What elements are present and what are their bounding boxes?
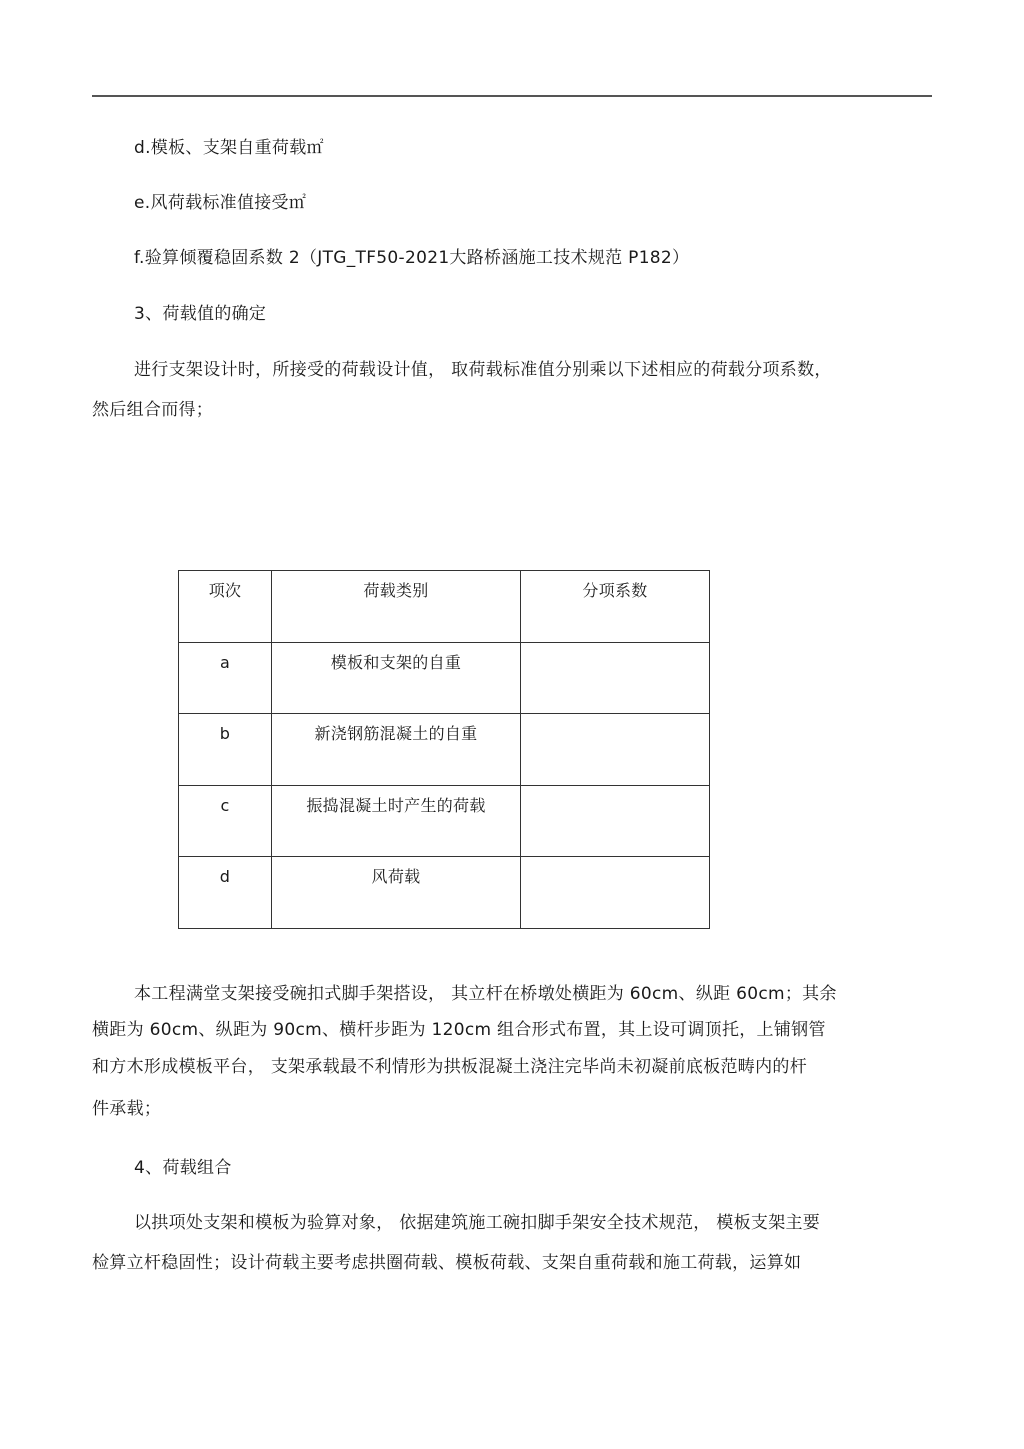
header-rule [92, 95, 932, 97]
item-d-line: d.模板、支架自重荷载㎡ [134, 138, 324, 158]
cell-factor [521, 785, 710, 857]
table-row [179, 714, 710, 786]
paragraph-2-line-4: 件承载； [92, 1099, 162, 1119]
table-header-row [179, 571, 710, 643]
table-row [179, 857, 710, 929]
cell-factor [521, 714, 710, 786]
paragraph-2-line-2: 横距为 60cm、纵距为 90cm、横杆步距为 120cm 组合形式布置，其上设可调顶托，上铺钢管 [92, 1020, 826, 1040]
paragraph-2-line-3: 和方木形成模板平台， 支架承载最不利情形为拱板混凝土浇注完毕尚未初凝前底板范畴内的杆 [92, 1057, 808, 1077]
paragraph-2-line-1: 本工程满堂支架接受碗扣式脚手架搭设， 其立杆在桥墩处横距为 60cm、纵距 60cm；其余 [134, 984, 837, 1004]
load-factor-table [178, 570, 710, 929]
cell-category: 风荷载 [272, 857, 521, 929]
cell-item: c [179, 785, 272, 857]
cell-item: a [179, 642, 272, 714]
header-category: 荷载类别 [272, 571, 521, 643]
paragraph-1-line-2: 然后组合而得； [92, 400, 214, 420]
cell-item: d [179, 857, 272, 929]
table-row [179, 785, 710, 857]
item-f-line: f.验算倾覆稳固系数 2（JTG_TF50-2021大路桥涵施工技术规范 P182） [134, 248, 690, 268]
paragraph-3-line-2: 检算立杆稳固性；设计荷载主要考虑拱圈荷载、模板荷载、支架自重荷载和施工荷载，运算如 [92, 1253, 802, 1273]
cell-factor [521, 642, 710, 714]
cell-category: 振捣混凝土时产生的荷载 [272, 785, 521, 857]
cell-item: b [179, 714, 272, 786]
cell-category: 模板和支架的自重 [272, 642, 521, 714]
table-row [179, 642, 710, 714]
item-e-line: e.风荷载标准值接受㎡ [134, 193, 307, 213]
section-4-heading: 4、荷载组合 [134, 1158, 232, 1178]
header-item: 项次 [179, 571, 272, 643]
header-factor: 分项系数 [521, 571, 710, 643]
cell-category: 新浇钢筋混凝土的自重 [272, 714, 521, 786]
paragraph-1-line-1: 进行支架设计时，所接受的荷载设计值， 取荷载标准值分别乘以下述相应的荷载分项系数， [134, 360, 832, 380]
cell-factor [521, 857, 710, 929]
paragraph-3-line-1: 以拱项处支架和模板为验算对象， 依据建筑施工碗扣脚手架安全技术规范， 模板支架主要 [134, 1213, 821, 1233]
section-3-heading: 3、荷载值的确定 [134, 304, 267, 324]
